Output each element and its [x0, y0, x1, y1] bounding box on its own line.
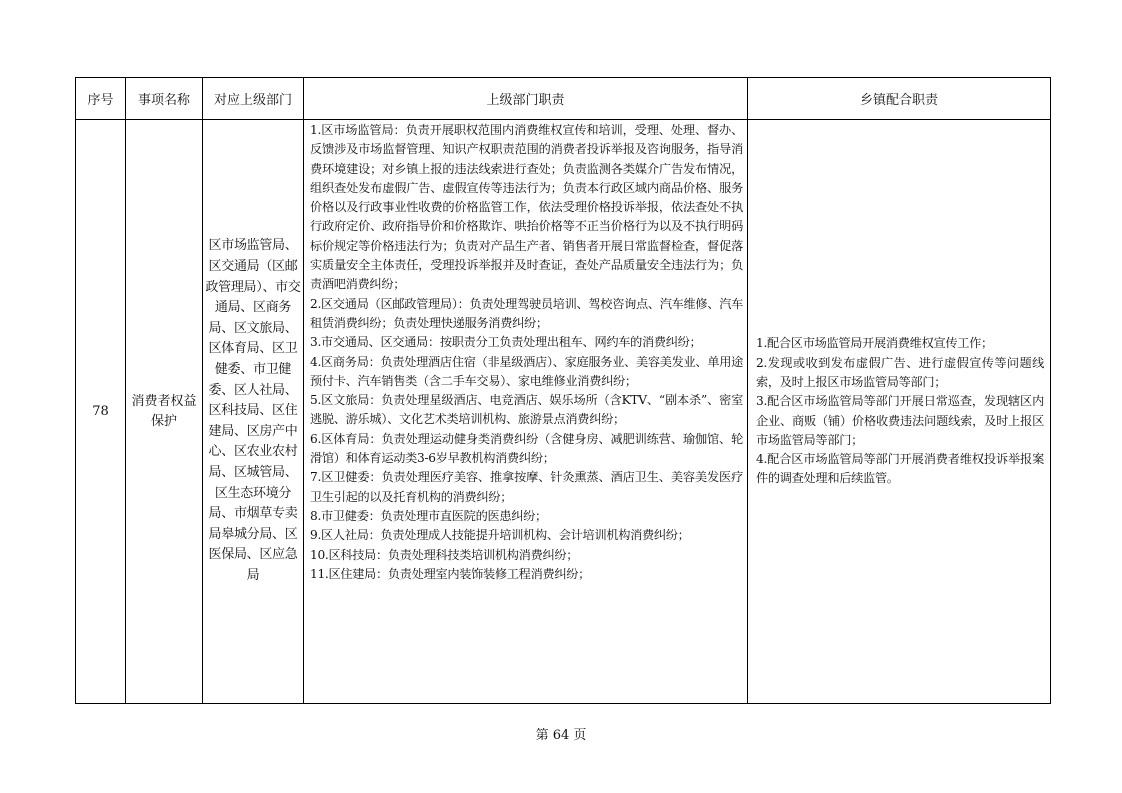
resp-item: 2.区交通局（区邮政管理局）：负责处理驾驶员培训、驾校咨询点、汽车维修、汽车租赁消费纠纷；负责处理快递服务消费纠纷；	[310, 296, 743, 330]
resp-item: 3.市交通局、区交通局：按职责分工负责处理出租车、网约车的消费纠纷；	[310, 335, 702, 350]
resp-item: 1.区市场监管局：负责开展职权范围内消费维权宣传和培训，受理、处理、督办、反馈涉及市场监督管理、知识产权职责范围的消费者投诉举报及咨询服务，指导消费环境建设；对乡镇上报的违法线索进行查处；负责监测各类媒介广告发布情况，组织查处发布虚假广告、虚假宣传等违法行为；负责本行政区域内商品价格、服务价格以及行政事业性收费的价格监管工作，依法受理价格投诉举报，依法查处不执行政府定价、政府指导价和价格欺诈、哄抬价格等不正当价格行为以及不执行明码标价规定等价格违法行为；负责对产品生产者、销售者开展日常监督检查，督促落实质量安全主体责任，受理投诉举报并及时查证，查处产品质量安全违法行为；负责酒吧消费纠纷；	[310, 123, 743, 292]
header-row	[76, 78, 1051, 120]
resp-item: 5.区文旅局：负责处理星级酒店、电竞酒店、娱乐场所（含KTV、“剧本杀”、密室逃脱、游乐城）、文化艺术类培训机构、旅游景点消费纠纷；	[310, 393, 743, 427]
resp-item: 9.区人社局：负责处理成人技能提升培训机构、会计培训机构消费纠纷；	[310, 528, 690, 543]
town-item: 2.发现或收到发布虚假广告、进行虚假宣传等问题线索，及时上报区市场监管局等部门；	[756, 355, 1044, 389]
header-dept: 对应上级部门	[203, 78, 304, 120]
town-item: 4.配合区市场监管局等部门开展消费者维权投诉举报案件的调查处理和后续监管。	[756, 452, 1044, 486]
resp-item: 11.区住建局：负责处理室内装饰装修工程消费纠纷；	[310, 566, 591, 581]
page-number: 第 64 页	[535, 728, 587, 743]
cell-town-duties	[748, 120, 1051, 704]
header-resp: 上级部门职责	[304, 78, 748, 120]
responsibility-table	[75, 77, 1051, 704]
cell-num: 78	[76, 120, 126, 704]
town-item: 1.配合区市场监管局开展消费维权宣传工作；	[756, 336, 993, 351]
resp-item: 6.区体育局：负责处理运动健身类消费纠纷（含健身房、减肥训练营、瑜伽馆、轮滑馆）和体育运动类3-6岁早教机构消费纠纷；	[310, 431, 743, 466]
header-town: 乡镇配合职责	[748, 78, 1051, 120]
table-row	[76, 120, 1051, 704]
town-item: 3.配合区市场监管局等部门开展日常巡查，发现辖区内企业、商贩（铺）价格收费违法问题线索，及时上报区市场监管局等部门；	[756, 394, 1044, 447]
header-num: 序号	[76, 78, 126, 120]
cell-dept: 区市场监管局、区交通局（区邮政管理局）、市交通局、区商务局、区文旅局、区体育局、区卫健委、市卫健委、区人社局、区科技局、区住建局、区房产中心、区农业农村局、区城管局、区生态环境分局、市烟草专卖局皋城分局、区医保局、区应急局	[203, 120, 304, 704]
cell-responsibilities	[304, 120, 748, 704]
resp-item: 8.市卫健委：负责处理市直医院的医患纠纷；	[310, 508, 547, 523]
resp-item: 7.区卫健委：负责处理医疗美容、推拿按摩、针灸熏蒸、酒店卫生、美容美发医疗卫生引起的以及托育机构的消费纠纷；	[310, 470, 743, 504]
header-name: 事项名称	[126, 78, 203, 120]
resp-item: 4.区商务局：负责处理酒店住宿（非星级酒店）、家庭服务业、美容美发业、单用途预付卡、汽车销售类（含二手车交易）、家电维修业消费纠纷；	[310, 354, 743, 388]
resp-item: 10.区科技局：负责处理科技类培训机构消费纠纷；	[310, 547, 579, 562]
cell-name: 消费者权益保护	[126, 120, 203, 704]
